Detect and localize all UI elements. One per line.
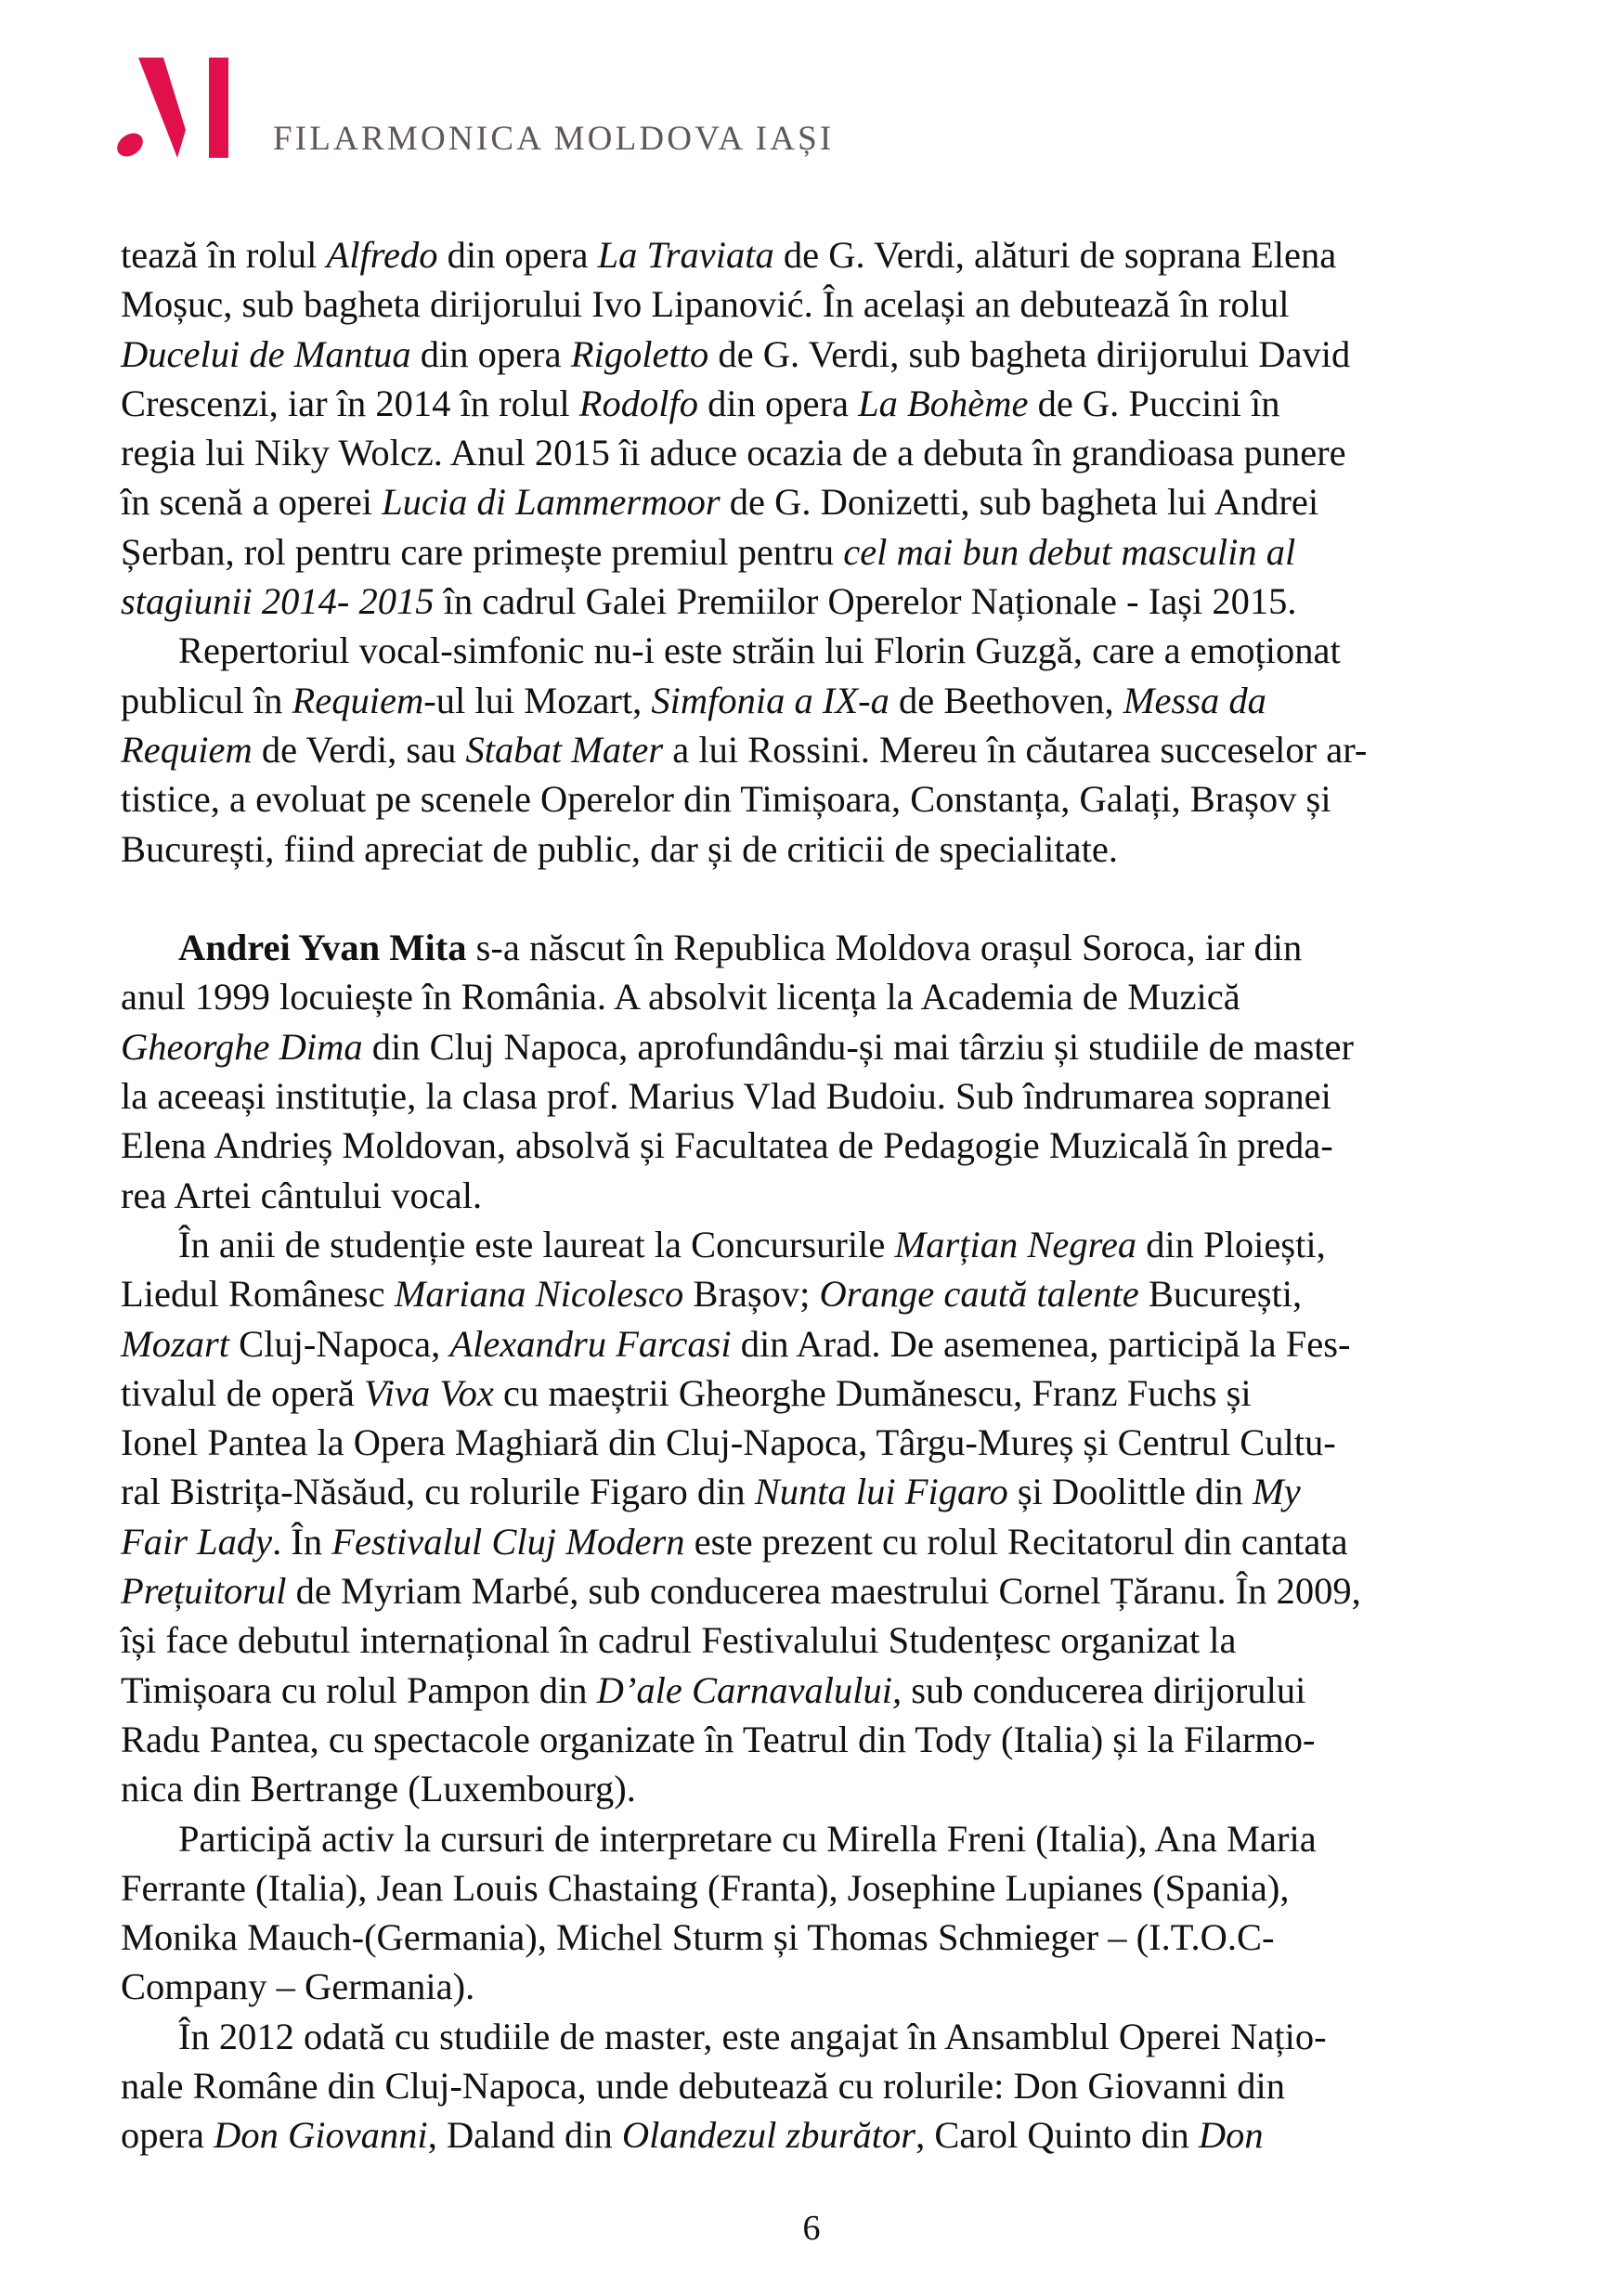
logo-dot <box>112 128 147 160</box>
text-run: regia lui Niky Wolcz. Anul 2015 îi aduce ocazia de a debuta în grandioasa punere <box>121 432 1346 474</box>
text-line <box>121 923 1500 972</box>
text-line <box>121 2012 1500 2061</box>
text-run: , Carol Quinto din <box>915 2114 1199 2157</box>
text-run: din opera <box>437 234 598 276</box>
text-line <box>121 428 1500 477</box>
text-line <box>121 1220 1500 1269</box>
text-line <box>121 1319 1500 1369</box>
text-run: își face debutul internațional în cadrul Festivalului Studențesc organizat la <box>121 1619 1237 1662</box>
italic-text: Alexandru Farcasi <box>449 1322 732 1365</box>
italic-text: Rigoletto <box>570 332 709 375</box>
text-run: Moșuc, sub bagheta dirijorului Ivo Lipanović. În același an debutează în rolul <box>121 283 1290 326</box>
text-run: din Ploiești, <box>1136 1223 1326 1265</box>
text-line <box>121 824 1500 874</box>
text-run: din Cluj Napoca, aprofundându-și mai târziu și studiile de master <box>362 1025 1354 1068</box>
italic-text: Rodolfo <box>578 382 699 424</box>
italic-text: Viva Vox <box>364 1371 494 1414</box>
italic-text: Don <box>1198 2114 1264 2157</box>
text-run: opera <box>121 2114 214 2157</box>
text-run: din Arad. De asemenea, participă la Fes- <box>731 1322 1351 1365</box>
text-run: din opera <box>698 382 859 424</box>
paragraph-gap <box>121 874 1500 923</box>
text-line <box>121 1615 1500 1665</box>
text-run: de Verdi, sau <box>252 728 466 771</box>
text-run: București, <box>1138 1273 1303 1316</box>
text-run: . În <box>272 1520 332 1563</box>
italic-text: Fair Lady <box>121 1520 273 1563</box>
italic-text: Messa da <box>1123 679 1266 721</box>
text-run: Repertoriul vocal-simfonic nu-i este străin lui Florin Guzgă, care a emoționat <box>178 629 1341 672</box>
text-run: de G. Donizetti, sub bagheta lui Andrei <box>720 481 1319 524</box>
logo-slanted-stroke <box>138 58 186 158</box>
italic-text: Orange caută talente <box>819 1273 1139 1316</box>
text-line <box>121 1418 1500 1467</box>
text-run: în cadrul Galei Premiilor Operelor Naționale - Iași 2015. <box>434 580 1297 623</box>
text-run: Monika Mauch-(Germania), Michel Sturm și Thomas Schmieger – (I.T.O.C- <box>121 1916 1275 1959</box>
italic-text: La Traviata <box>597 234 774 276</box>
text-line <box>121 676 1500 725</box>
text-line <box>121 972 1500 1021</box>
text-line <box>121 2110 1500 2160</box>
text-run: -ul lui Mozart, <box>423 679 652 721</box>
text-run: cu maeștrii Gheorghe Dumănescu, Franz Fuchs și <box>493 1371 1252 1414</box>
text-run: nica din Bertrange (Luxembourg). <box>121 1768 636 1810</box>
italic-text: Requiem <box>292 679 424 721</box>
text-run: este prezent cu rolul Recitatorul din cantata <box>684 1520 1348 1563</box>
italic-text: My <box>1253 1471 1301 1513</box>
text-run: În anii de studenție este laureat la Concursurile <box>178 1223 895 1265</box>
text-run: tistice, a evoluat pe scenele Operelor din Timișoara, Constanța, Galați, Brașov și <box>121 778 1331 821</box>
italic-text: Lucia di Lammermoor <box>382 481 721 524</box>
italic-text: Marțian Negrea <box>894 1223 1137 1265</box>
text-line <box>121 330 1500 379</box>
text-run: Timișoara cu rolul Pampon din <box>121 1668 597 1711</box>
text-line <box>121 1022 1500 1071</box>
italic-text: cel mai bun debut masculin al <box>843 530 1296 573</box>
text-run: în scenă a operei <box>121 481 383 524</box>
text-line <box>121 1369 1500 1418</box>
text-run: rea Artei cântului vocal. <box>121 1174 483 1216</box>
text-run: de G. Verdi, sub bagheta dirijorului David <box>708 332 1351 375</box>
text-run: ral Bistrița-Năsăud, cu rolurile Figaro din <box>121 1471 755 1513</box>
italic-text: Prețuitorul <box>121 1570 287 1613</box>
text-line <box>121 527 1500 577</box>
text-run: În 2012 odată cu studiile de master, este angajat în Ansamblul Operei Națio- <box>178 2015 1327 2057</box>
text-run: de Beethoven, <box>889 679 1123 721</box>
text-run: de G. Puccini în <box>1028 382 1280 424</box>
text-run: Participă activ la cursuri de interpretare cu Mirella Freni (Italia), Ana Maria <box>178 1817 1317 1860</box>
text-run: la aceeași instituție, la clasa prof. Marius Vlad Budoiu. Sub îndrumarea sopranei <box>121 1075 1331 1118</box>
page-number: 6 <box>802 2209 821 2248</box>
text-run: tează în rolul <box>121 234 327 276</box>
italic-text: Gheorghe Dima <box>121 1025 363 1068</box>
text-line <box>121 1566 1500 1615</box>
text-run: de Myriam Marbé, sub conducerea maestrului Cornel Țăranu. În 2009, <box>286 1570 1361 1613</box>
text-line <box>121 577 1500 626</box>
text-run: publicul în <box>121 679 292 721</box>
text-run: Liedul Românesc <box>121 1273 395 1316</box>
text-run: nale Române din Cluj-Napoca, unde debutează cu rolurile: Don Giovanni din <box>121 2064 1285 2107</box>
text-run: Brașov; <box>683 1273 820 1316</box>
text-run: tivalul de operă <box>121 1371 365 1414</box>
text-run: Șerban, rol pentru care primește premiul pentru <box>121 530 844 573</box>
bold-text: Andrei Yvan Mita <box>178 927 467 969</box>
text-line <box>121 230 1500 279</box>
text-line <box>121 1071 1500 1121</box>
text-line <box>121 626 1500 675</box>
text-run: Crescenzi, iar în 2014 în rolul <box>121 382 579 424</box>
logo-vertical-stroke <box>209 58 228 158</box>
italic-text: Mariana Nicolesco <box>394 1273 684 1316</box>
text-run: s-a născut în Republica Moldova orașul Soroca, iar din <box>466 927 1303 969</box>
italic-text: Stabat Mater <box>465 728 664 771</box>
text-line <box>121 477 1500 526</box>
text-line <box>121 1962 1500 2011</box>
text-run: Ferrante (Italia), Jean Louis Chastaing (Franta), Josephine Lupianes (Spania), <box>121 1866 1290 1909</box>
text-run: sub conducerea dirijorului <box>902 1668 1306 1711</box>
text-line <box>121 1715 1500 1764</box>
text-line <box>121 725 1500 774</box>
italic-text: Alfredo <box>326 234 438 276</box>
italic-text: Nunta lui Figaro <box>754 1471 1008 1513</box>
text-line <box>121 1764 1500 1813</box>
brand-name: FILARMONICA MOLDOVA IAȘI <box>273 120 835 158</box>
italic-text: D’ale Carnavalului, <box>596 1668 902 1711</box>
text-line <box>121 1666 1500 1715</box>
italic-text: Ducelui de Mantua <box>121 332 411 375</box>
text-line <box>121 1269 1500 1318</box>
text-line <box>121 279 1500 329</box>
text-run: Cluj-Napoca, <box>229 1322 450 1365</box>
text-line <box>121 774 1500 824</box>
text-line <box>121 1517 1500 1566</box>
text-line <box>121 1814 1500 1863</box>
text-line <box>121 2061 1500 2110</box>
filarmonica-logo-icon <box>108 56 232 160</box>
italic-text: Don Giovanni <box>214 2114 428 2157</box>
text-line <box>121 1171 1500 1220</box>
italic-text: stagiunii 2014- 2015 <box>121 580 435 623</box>
text-run: Company – Germania). <box>121 1965 475 2008</box>
text-run: anul 1999 locuiește în România. A absolvit licența la Academia de Muzică <box>121 976 1240 1018</box>
italic-text: Simfonia a IX-a <box>651 679 889 721</box>
text-run: a lui Rossini. Mereu în căutarea succeselor ar- <box>663 728 1368 771</box>
body-text <box>121 230 1500 2160</box>
text-run: și Doolittle din <box>1007 1471 1253 1513</box>
text-line <box>121 379 1500 428</box>
text-run: de G. Verdi, alături de soprana Elena <box>773 234 1337 276</box>
italic-text: La Bohème <box>858 382 1029 424</box>
text-run: din opera <box>410 332 571 375</box>
text-run: Radu Pantea, cu spectacole organizate în Teatrul din Tody (Italia) și la Filarmo- <box>121 1718 1316 1760</box>
italic-text: Festivalul Cluj Modern <box>331 1520 685 1563</box>
text-run: Elena Andrieș Moldovan, absolvă și Facultatea de Pedagogie Muzicală în preda- <box>121 1124 1333 1167</box>
text-line <box>121 1913 1500 1962</box>
italic-text: Requiem <box>121 728 253 771</box>
text-run: , Daland din <box>427 2114 622 2157</box>
text-run: București, fiind apreciat de public, dar și de criticii de specialitate. <box>121 827 1118 870</box>
text-line <box>121 1121 1500 1170</box>
italic-text: Olandezul zburător <box>621 2114 916 2157</box>
text-run: Ionel Pantea la Opera Maghiară din Cluj-Napoca, Târgu-Mureș și Centrul Cultu- <box>121 1421 1336 1464</box>
text-line <box>121 1863 1500 1913</box>
text-line <box>121 1467 1500 1516</box>
italic-text: Mozart <box>121 1322 230 1365</box>
